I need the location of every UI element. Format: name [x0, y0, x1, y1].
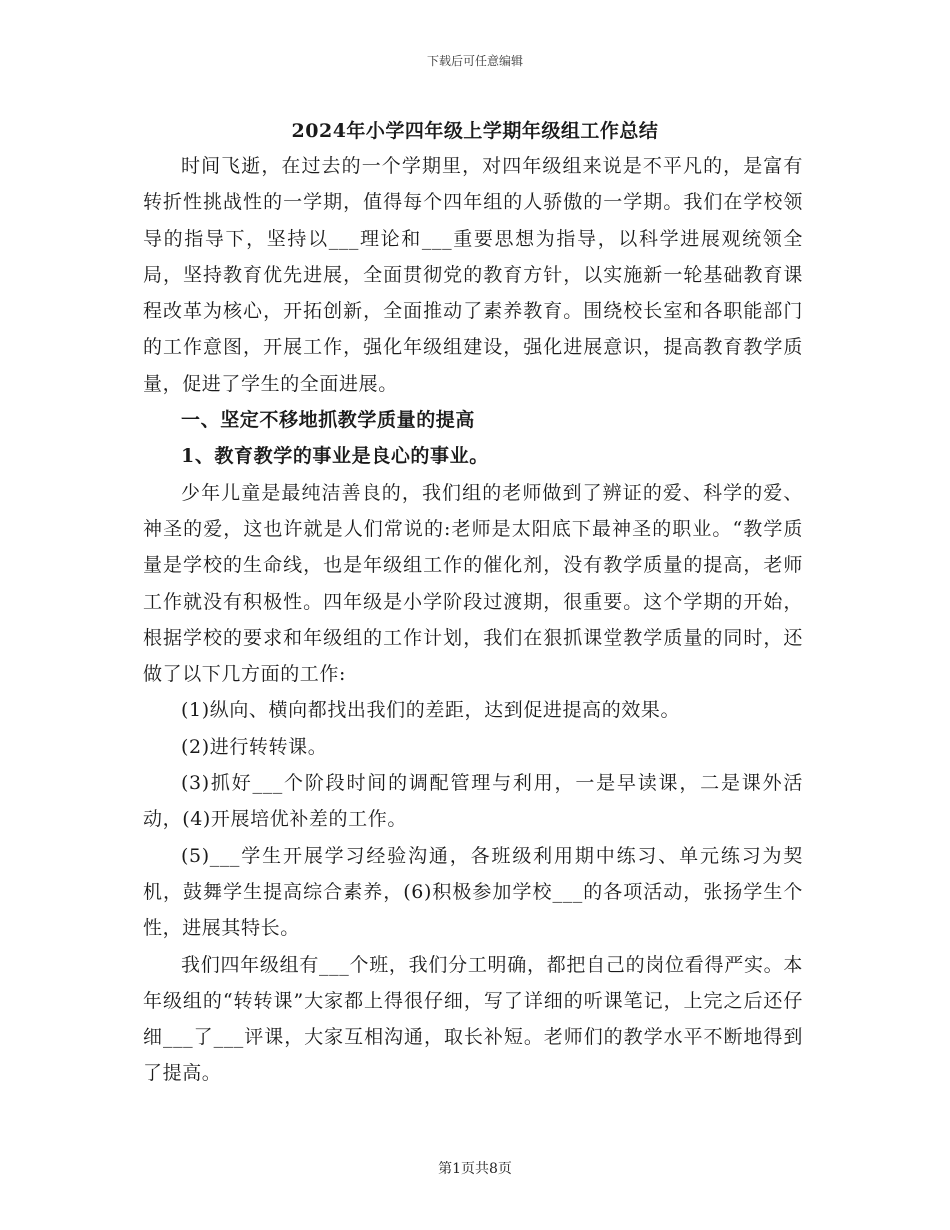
list-item: (2)进行转转课。: [181, 735, 328, 758]
paragraph: 我们四年级组有___个班，我们分工明确，都把自己的岗位看得严实。本年级组的“转转课”大家都上得很仔细，写了详细的听课笔记，上完之后还仔细___了___评课，大家互相沟通，取长补短。老师们的教学水平不断地得到了提高。: [143, 953, 803, 1085]
list-item: (5)___学生开展学习经验沟通，各班级利用期中练习、单元练习为契机，鼓舞学生提高综合素养，(6)积极参加学校___的各项活动，张扬学生个性，进展其特长。: [143, 844, 803, 940]
page-footer: 第1页共8页: [438, 1161, 512, 1177]
document-title: 2024年小学四年级上学期年级组工作总结: [291, 120, 659, 142]
subsection-heading: 1、教育教学的事业是良心的事业。: [181, 445, 489, 468]
paragraph: 少年儿童是最纯洁善良的，我们组的老师做到了辨证的爱、科学的爱、神圣的爱，这也许就是人们常说的:老师是太阳底下最神圣的职业。“教学质量是学校的生命线，也是年级组工作的催化剂，没有教学质量的提高，老师工作就没有积极性。四年级是小学阶段过渡期，很重要。这个学期的开始，根据学校的要求和年级组的工作计划，我们在狠抓课堂教学质量的同时，还做了以下几方面的工作:: [143, 481, 803, 686]
list-item: (1)纵向、横向都找出我们的差距，达到促进提高的效果。: [181, 699, 681, 722]
section-heading: 一、坚定不移地抓教学质量的提高: [181, 409, 476, 432]
paragraph-intro: 时间飞逝，在过去的一个学期里，对四年级组来说是不平凡的，是富有转折性挑战性的一学期，值得每个四年组的人骄傲的一学期。我们在学校领导的指导下，坚持以___理论和___重要思想为指导，以科学进展观统领全局，坚持教育优先进展，全面贯彻党的教育方针，以实施新一轮基础教育课程改革为核心，开拓创新，全面推动了素养教育。围绕校长室和各职能部门的工作意图，开展工作，强化年级组建设，强化进展意识，提高教育教学质量，促进了学生的全面进展。: [143, 155, 803, 395]
page-header: 下载后可任意编辑: [426, 54, 523, 68]
list-item: (3)抓好___个阶段时间的调配管理与利用，一是早读课，二是课外活动，(4)开展培优补差的工作。: [143, 772, 803, 831]
document-body: [143, 148, 803, 1092]
